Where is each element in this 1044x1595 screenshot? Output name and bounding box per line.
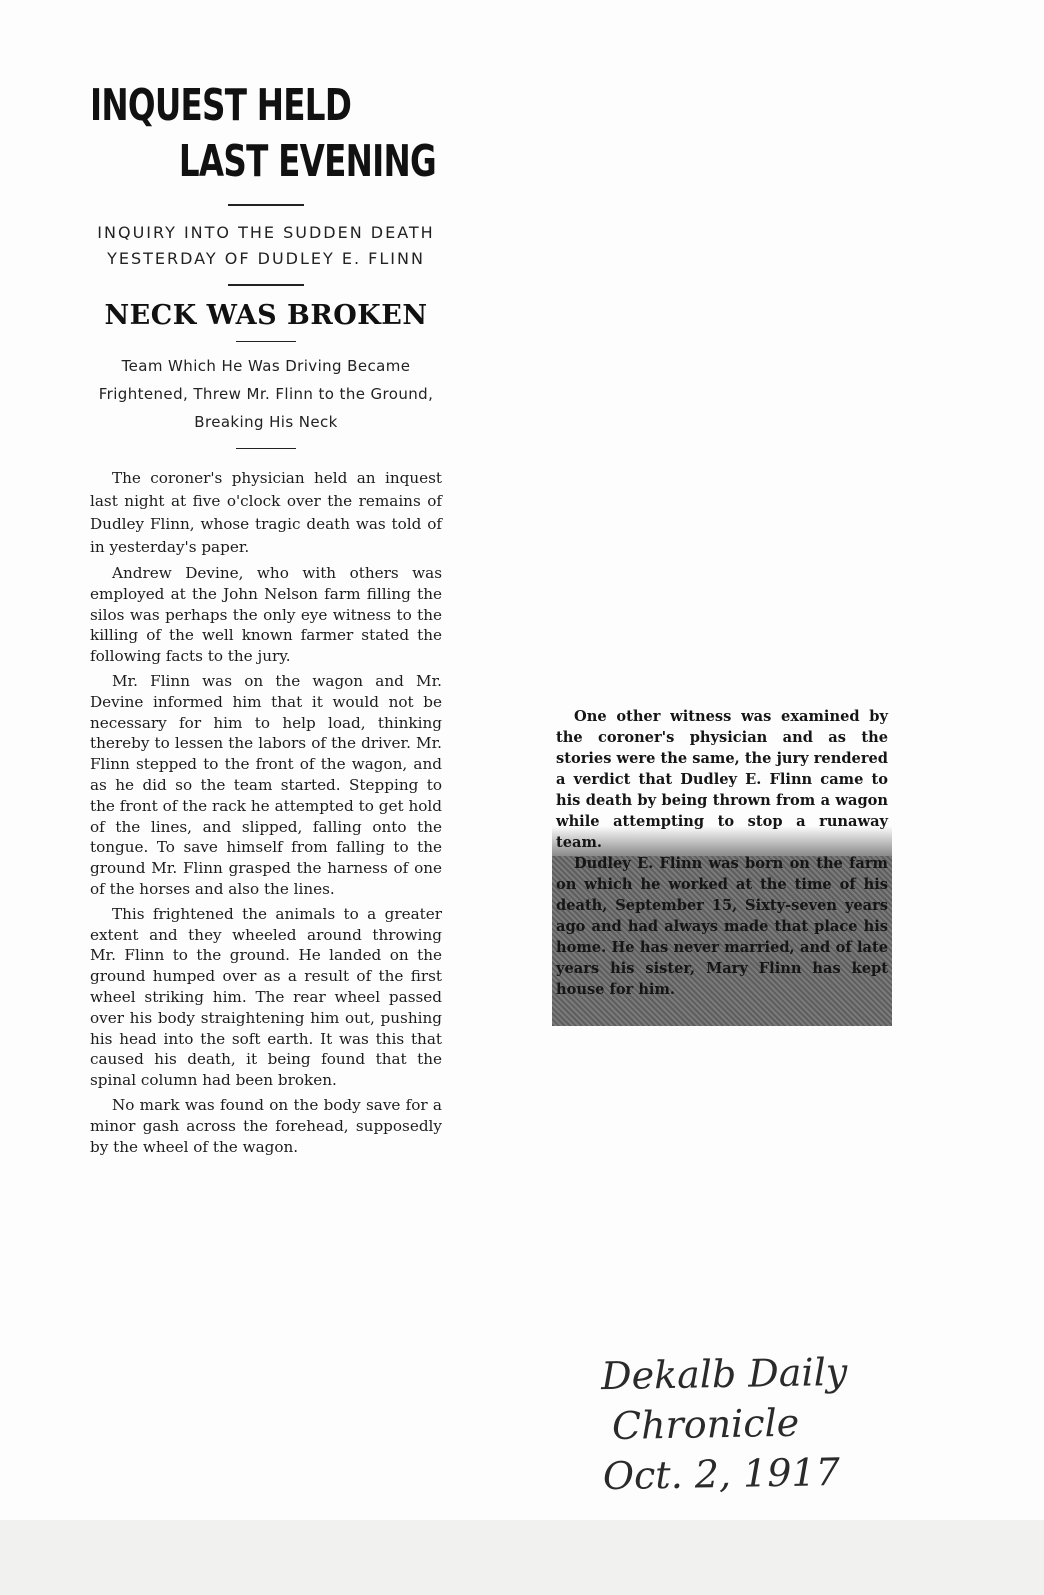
continuation-paragraph: Dudley E. Flinn was born on the farm on which he worked at the time of his death, September 15, Sixty-seven years ago and had always made that place his home. He has never married, and of late years his sister, Mary Flinn has kept house for him. — [556, 855, 888, 998]
secondary-deck: Team Which He Was Driving Became Frightened, Threw Mr. Flinn to the Ground, Breaking His Neck — [98, 357, 434, 431]
handwritten-line: Chronicle — [611, 1400, 800, 1448]
handwritten-source-note — [601, 1345, 964, 1501]
divider-rule — [228, 204, 304, 206]
continuation-paragraph: One other witness was examined by the coroner's physician and as the stories were the same, the jury rendered a verdict that Dudley E. Flinn came to his death by being thrown from a wagon while attempting to stop a runaway team. — [556, 708, 888, 851]
article-body — [90, 467, 442, 1157]
continuation-body — [552, 706, 892, 1000]
article-paragraph: No mark was found on the body save for a minor gash across the forehead, supposedly by the wheel of the wagon. — [90, 1095, 442, 1156]
headline-line-2: LAST EVENING — [178, 136, 437, 187]
scan-bottom-band — [0, 1520, 1044, 1595]
secondary-headline: NECK WAS BROKEN — [104, 300, 428, 331]
handwritten-line: Oct. 2, 1917 — [602, 1450, 841, 1499]
article-paragraph: This frightened the animals to a greater extent and they wheeled around throwing Mr. Flinn to the ground. He landed on the ground humped over as a result of the first wheel striking him. The rear wheel passed over his body straightening him out, pushing his head into the soft earth. It was this that caused his death, it being found that the spinal column had been broken. — [90, 904, 442, 1090]
handwritten-line: Dekalb Daily — [600, 1349, 848, 1399]
article-paragraph: Andrew Devine, who with others was employed at the John Nelson farm filling the silos was perhaps the only eye witness to the killing of the well known farmer stated the following facts to the jury. — [90, 564, 442, 666]
divider-rule — [236, 341, 296, 342]
newspaper-clipping-main — [90, 78, 442, 1161]
divider-rule — [228, 284, 304, 286]
divider-rule — [236, 448, 296, 449]
article-paragraph: The coroner's physician held an inquest last night at five o'clock over the remains of Dudley Flinn, whose tragic death was told of in yesterday's paper. — [90, 469, 442, 556]
subheadline-deck: INQUIRY INTO THE SUDDEN DEATH YESTERDAY OF DUDLEY E. FLINN — [97, 223, 435, 268]
article-paragraph: Mr. Flinn was on the wagon and Mr. Devine informed him that it would not be necessary for him to help load, thinking thereby to lessen the labors of the driver. Mr. Flinn stepped to the front of the wagon, and as he did so the team started. Stepping to the front of the rack he attempted to get hold of the lines, and slipped, falling onto the tongue. To save himself from falling to the ground Mr. Flinn grasped the harness of one of the horses and also the lines. — [90, 671, 442, 898]
headline-line-1: INQUEST HELD — [90, 80, 352, 131]
newspaper-clipping-continuation — [552, 706, 892, 1026]
